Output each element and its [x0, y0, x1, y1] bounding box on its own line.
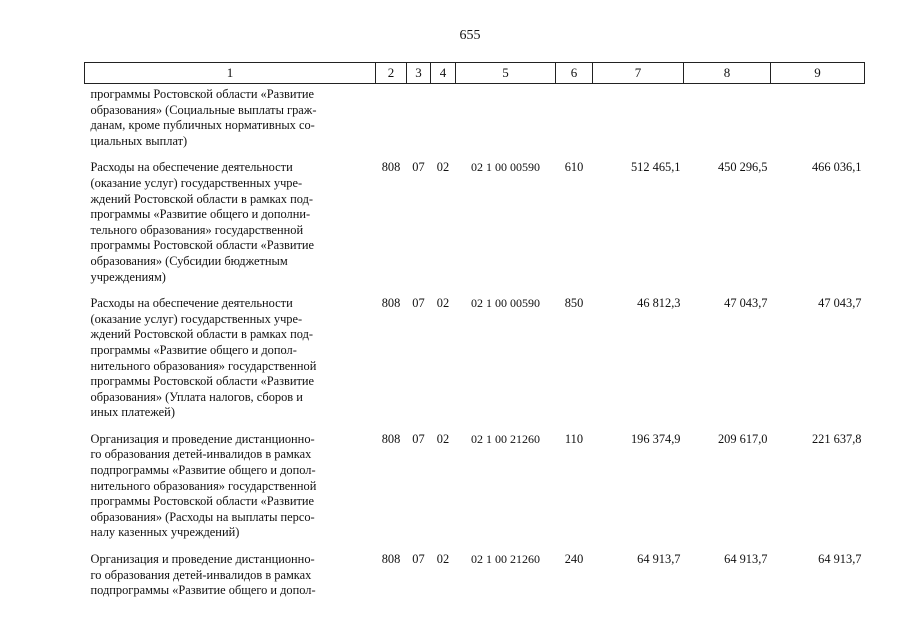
description-line: Расходы на обеспечение деятельности: [90, 160, 293, 175]
table-row: [85, 84, 865, 161]
description-line: образования» (Расходы на выплаты персо-: [90, 509, 315, 524]
cell-section: 07: [412, 431, 425, 446]
cell-ministry-code: [376, 84, 407, 161]
cell-subsection: 02: [436, 431, 450, 446]
header-col-7: 7: [593, 63, 684, 84]
description-line: программы Ростовской области «Развитие: [90, 238, 315, 253]
header-col-2: 2: [376, 63, 407, 84]
description-line: данам, кроме публичных нормативных со-: [90, 118, 315, 133]
cell-section: 07: [412, 160, 425, 175]
header-row: [85, 63, 865, 84]
header-col-4: 4: [431, 63, 456, 84]
cell-ministry-code: 808: [381, 431, 401, 446]
description-line: ждений Ростовской области в рамках под-: [90, 191, 314, 206]
cell-section: 07: [412, 296, 425, 311]
description-line: Организация и проведение дистанционно-: [90, 431, 315, 446]
description-line: программы Ростовской области «Развитие: [90, 494, 315, 509]
page-number: 655: [459, 28, 481, 43]
cell-subsection: 02: [436, 296, 450, 311]
cell-amount-col8: 64 913,7: [724, 552, 768, 567]
cell-amount-col7: 196 374,9: [630, 431, 681, 446]
cell-target-article: 02 1 00 21260: [471, 431, 540, 446]
header-col-9: 9: [771, 63, 865, 84]
cell-amount-col8: 47 043,7: [724, 296, 768, 311]
table-row: [85, 432, 865, 552]
cell-target-article: 02 1 00 00590: [471, 296, 540, 311]
cell-amount-col7: 64 913,7: [637, 552, 681, 567]
description-line: нительного образования» государственной: [90, 358, 317, 373]
description-line: иных платежей): [90, 405, 175, 420]
cell-ministry-code: 808: [381, 160, 401, 175]
description-line: программы Ростовской области «Развитие: [90, 87, 315, 101]
description-line: подпрограммы «Развитие общего и допол-: [90, 583, 316, 598]
header-col-3: 3: [407, 63, 431, 84]
cell-amount-col9: 466 036,1: [811, 160, 862, 175]
budget-table: [84, 62, 865, 610]
description-line: образования» (Субсидии бюджетным: [90, 253, 288, 268]
cell-target-article: 02 1 00 21260: [471, 552, 540, 567]
header-col-8: 8: [684, 63, 771, 84]
cell-amount-col8: [684, 84, 771, 161]
description-line: подпрограммы «Развитие общего и допол-: [90, 463, 316, 478]
table-row: [85, 160, 865, 296]
description-line: Расходы на обеспечение деятельности: [90, 296, 293, 311]
cell-amount-col7: 46 812,3: [637, 296, 681, 311]
row-description: [85, 160, 376, 296]
description-line: налу казенных учреждений): [90, 525, 240, 540]
header-col-6: 6: [556, 63, 593, 84]
description-line: образования» (Социальные выплаты граж-: [90, 102, 317, 117]
description-line: (оказание услуг) государственных учре-: [90, 311, 303, 326]
cell-expense-type: 240: [564, 552, 584, 567]
cell-expense-type: 610: [564, 160, 584, 175]
description-line: (оказание услуг) государственных учре-: [90, 175, 303, 190]
description-line: ждений Ростовской области в рамках под-: [90, 327, 314, 342]
cell-subsection: 02: [436, 552, 450, 567]
cell-target-article: 02 1 00 00590: [471, 160, 540, 175]
cell-ministry-code: 808: [381, 296, 401, 311]
description-line: го образования детей-инвалидов в рамках: [90, 447, 312, 462]
table-header: [85, 63, 865, 84]
description-line: программы Ростовской области «Развитие: [90, 374, 315, 389]
cell-expense-type: 110: [564, 431, 584, 446]
cell-section: [407, 84, 431, 161]
cell-target-article: [456, 84, 556, 161]
description-line: программы «Развитие общего и дополни-: [90, 207, 311, 222]
cell-amount-col9: 47 043,7: [818, 296, 862, 311]
description-line: циальных выплат): [90, 133, 188, 148]
cell-subsection: 02: [436, 160, 450, 175]
header-col-5: 5: [456, 63, 556, 84]
description-line: нительного образования» государственной: [90, 478, 317, 493]
row-description: [85, 432, 376, 552]
row-description: [85, 84, 376, 161]
header-col-1: 1: [85, 63, 376, 84]
cell-ministry-code: 808: [381, 552, 401, 567]
cell-amount-col9: 64 913,7: [818, 552, 862, 567]
row-description: [85, 552, 376, 610]
cell-amount-col8: 209 617,0: [717, 431, 768, 446]
cell-amount-col9: 221 637,8: [811, 431, 862, 446]
table-row: [85, 296, 865, 432]
table-row: [85, 552, 865, 610]
cell-amount-col7: 512 465,1: [630, 160, 681, 175]
description-line: учреждениям): [90, 269, 166, 284]
description-line: программы «Развитие общего и допол-: [90, 342, 297, 357]
description-line: образования» (Уплата налогов, сборов и: [90, 389, 303, 404]
description-line: Организация и проведение дистанционно-: [90, 552, 315, 567]
cell-amount-col9: [771, 84, 865, 161]
description-line: тельного образования» государственной: [90, 222, 304, 237]
table-body: [85, 84, 865, 610]
cell-subsection: [431, 84, 456, 161]
cell-amount-col7: [593, 84, 684, 161]
cell-expense-type: 850: [564, 296, 584, 311]
cell-expense-type: [556, 84, 593, 161]
row-description: [85, 296, 376, 432]
cell-section: 07: [412, 552, 425, 567]
description-line: го образования детей-инвалидов в рамках: [90, 567, 312, 582]
cell-amount-col8: 450 296,5: [717, 160, 768, 175]
